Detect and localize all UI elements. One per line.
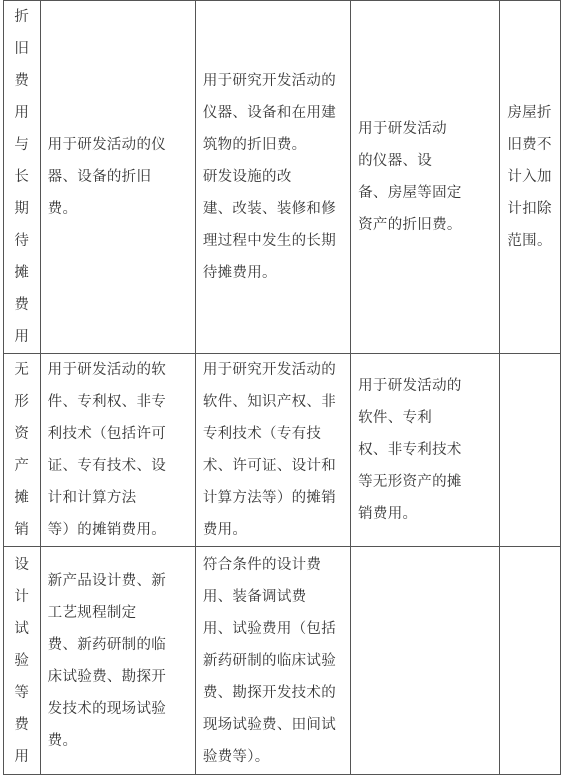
table-row: [4, 354, 561, 547]
table-cell: [500, 354, 561, 547]
table-cell: 用于研究开发活动的 仪器、设备和在用建 筑物的折旧费。 研发设施的改 建、改装、装修和修 理过程中发生的长期 待摊费用。: [195, 1, 350, 354]
table-cell: 用于研发活动的 软件、专利 权、非专利技术 等无形资产的摊 销费用。: [351, 354, 500, 547]
table-cell: 符合条件的设计费 用、装备调试费 用、试验费用（包括 新药研制的临床试验 费、勘探开发技术的 现场试验费、田间试 验费等）。: [195, 547, 350, 775]
table-cell: [351, 547, 500, 775]
category-cell: 设 计 试 验 等 费 用: [4, 547, 41, 775]
category-cell: 无 形 资 产 摊 销: [4, 354, 41, 547]
table-cell: 用于研究开发活动的 软件、知识产权、非 专利技术（专有技 术、许可证、设计和 计算方法等）的摊销 费用。: [195, 354, 350, 547]
table-cell: 用于研发活动的软 件、专利权、非专 利技术（包括许可 证、专有技术、设 计和计算方法 等）的摊销费用。: [40, 354, 195, 547]
table-cell: 用于研发活动 的仪器、设 备、房屋等固定 资产的折旧费。: [351, 1, 500, 354]
table-cell: 新产品设计费、新 工艺规程制定 费、新药研制的临 床试验费、勘探开 发技术的现场试验 费。: [40, 547, 195, 775]
category-cell: 折 旧 费 用 与 长 期 待 摊 费 用: [4, 1, 41, 354]
table-cell: 房屋折 旧费不 计入加 计扣除 范围。: [500, 1, 561, 354]
expense-comparison-table: [3, 0, 561, 775]
table-cell: 用于研发活动的仪 器、设备的折旧 费。: [40, 1, 195, 354]
table-row: [4, 1, 561, 354]
table-row: [4, 547, 561, 775]
table-cell: [500, 547, 561, 775]
